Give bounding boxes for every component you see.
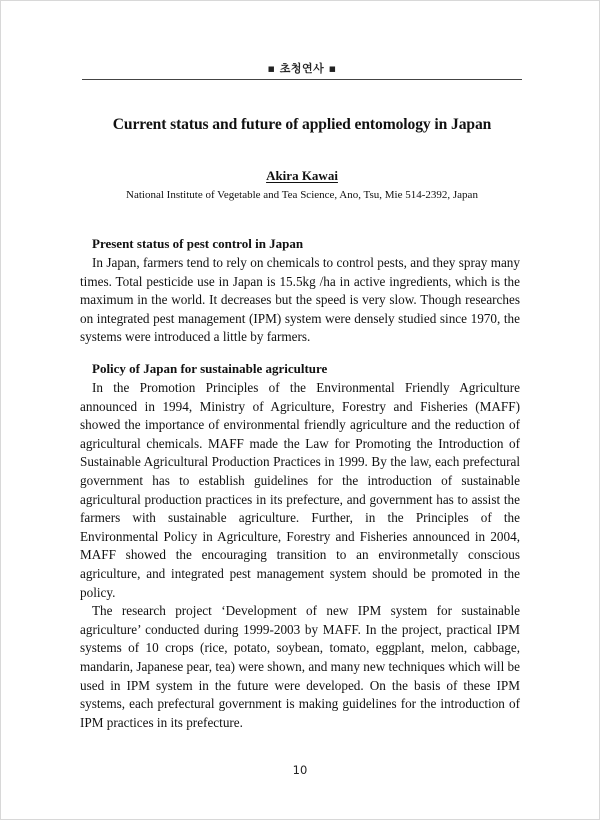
- paragraph: The research project ‘Development of new IPM system for sustainable agriculture’ conducted during 1999-2003 by MAFF. In the project, practical IPM systems of 10 crops (rice, potato, soybean, tomato, eggplant, melon, cabbage, mandarin, Japanese pear, tea) were shown, and many new techniques which will be used in IPM system in the future were developed. On the basis of these IPM systems, each prefectural government is making guidelines for the introduction of IPM practices in its prefecture.: [80, 603, 520, 730]
- running-header: ▪ 초청연사 ▪: [267, 62, 337, 75]
- section-heading: Policy of Japan for sustainable agriculture: [92, 361, 328, 376]
- article-title: Current status and future of applied entomology in Japan: [112, 116, 492, 133]
- page-number: 10: [292, 763, 308, 777]
- paragraph: In the Promotion Principles of the Environmental Friendly Agriculture announced in 1994, Ministry of Agriculture, Forestry and Fisheries (MAFF) showed the importance of environmental friendly agriculture and the reduction of agricultural chemicals. MAFF made the Law for Promoting the Introduction of Sustainable Agricultural Production Practices in 1999. By the law, each prefectural government has to establish guidelines for the introduction of sustainable agricultural production practices in its prefecture, and government has to assist the farmers with sustainable agriculture. Further, in the Principles of the Environmental Policy in Agriculture, Forestry and Fisheries announced in 2004, MAFF showed the encouraging transition to an environmetally conscious agriculture, and integrated pest management system should be promoted in the policy.: [80, 380, 520, 600]
- section-heading: Present status of pest control in Japan: [92, 236, 304, 251]
- section-sustainable-agriculture-policy: [80, 359, 520, 732]
- paragraph: In Japan, farmers tend to rely on chemicals to control pests, and they spray many times. Total pesticide use in Japan is 15.5kg /ha in active ingredients, which is the maximum in the world. It decreases but the speed is very slow. Though researches on integrated pest management (IPM) system were densely studied since 1970, the systems were introduced a little by farmers.: [80, 255, 520, 345]
- author-name-text: Akira Kawai: [266, 168, 338, 183]
- section-pest-control-status: [80, 234, 520, 347]
- header-rule: [82, 79, 522, 80]
- author-name: [60, 168, 544, 184]
- author-affiliation: National Institute of Vegetable and Tea Science, Ano, Tsu, Mie 514-2392, Japan: [126, 189, 478, 201]
